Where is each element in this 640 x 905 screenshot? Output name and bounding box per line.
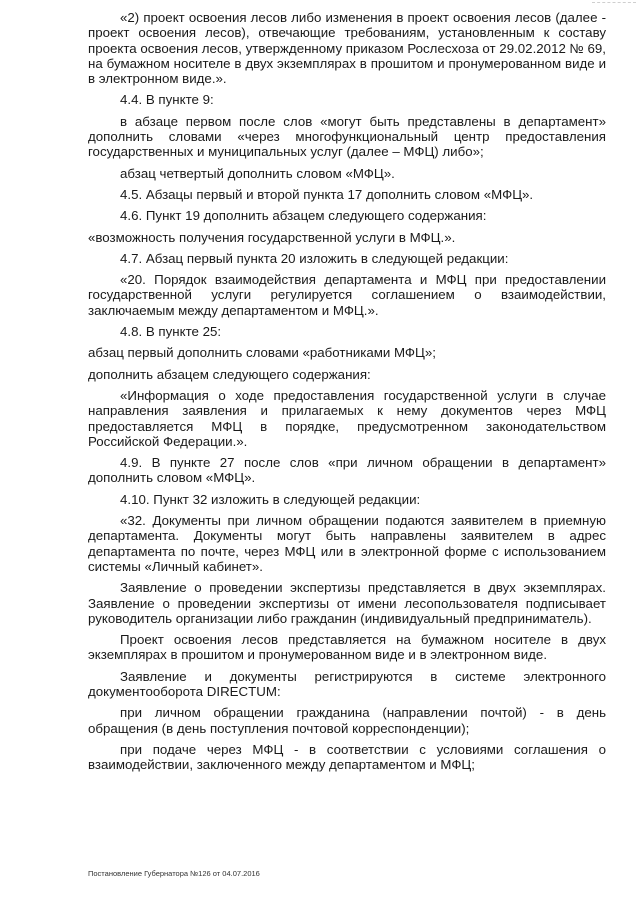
paragraph-4-9: 4.9. В пункте 27 после слов «при личном обращении в департамент» дополнить словом «МФЦ».: [88, 455, 606, 486]
paragraph-4-5: 4.5. Абзацы первый и второй пункта 17 дополнить словом «МФЦ».: [120, 186, 534, 202]
paragraph-4-8-text: «Информация о ходе предоставления государственной услуги в случае направления заявления и прилагаемых к нему документов через МФЦ предоставляется МФЦ в порядке, предусмотренном законодательством Российской Федерации.».: [88, 387, 606, 449]
paragraph-4-6: 4.6. Пункт 19 дополнить абзацем следующего содержания:: [120, 208, 487, 224]
paragraph-4-4: 4.4. В пункте 9:: [120, 92, 214, 108]
paragraph-4-4-text: в абзаце первом после слов «могут быть представлены в департамент» дополнить словами «через многофункциональный центр предоставления государственных и муниципальных услуг (далее – МФЦ) либо»;: [88, 113, 606, 160]
page-footer: Постановление Губернатора №126 от 04.07.2016: [88, 869, 260, 878]
scan-artifact: [592, 2, 636, 7]
paragraph-32-registration: Заявление и документы регистрируются в системе электронного документооборота DIRECTUM:: [88, 668, 606, 699]
paragraph-amendment-2: «2) проект освоения лесов либо изменения в проект освоения лесов (далее - проект освоения лесов), отвечающие требованиям, установленным к составу проекта освоения лесов, утвержденному приказом Рослесхоза от 29.02.2012 № 69, на бумажном носителе в двух экземплярах в прошитом и пронумерованном виде и в электронном виде.».: [88, 10, 606, 87]
paragraph-4-8-add: дополнить абзацем следующего содержания:: [88, 366, 371, 382]
paragraph-32-zayavlenie: Заявление о проведении экспертизы представляется в двух экземплярах. Заявление о проведении экспертизы от имени лесопользователя подписывает руководитель организации либо гражданин (индивидуальный предприниматель).: [88, 580, 606, 626]
paragraph-4-6-text: «возможность получения государственной услуги в МФЦ.».: [88, 229, 456, 245]
paragraph-32: «32. Документы при личном обращении подаются заявителем в приемную департамента. Документы могут быть направлены заявителем в адрес департамента по почте, через МФЦ или в электронной форме с использованием системы «Личный кабинет».: [88, 513, 606, 574]
paragraph-4-4-abzac: абзац четвертый дополнить словом «МФЦ».: [120, 165, 395, 181]
paragraph-4-7: 4.7. Абзац первый пункта 20 изложить в следующей редакции:: [120, 250, 509, 266]
paragraph-32-mfc: при подаче через МФЦ - в соответствии с условиями соглашения о взаимодействии, заключенного между департаментом и МФЦ;: [88, 741, 606, 773]
paragraph-4-8-abzac: абзац первый дополнить словами «работниками МФЦ»;: [88, 345, 436, 361]
document-body: [88, 10, 606, 778]
paragraph-4-10: 4.10. Пункт 32 изложить в следующей редакции:: [120, 491, 421, 507]
paragraph-4-7-text: «20. Порядок взаимодействия департамента и МФЦ при предоставлении государственной услуги регулируется соглашением о взаимодействии, заключаемым между департаментом и МФЦ.».: [88, 272, 606, 318]
paragraph-4-8: 4.8. В пункте 25:: [120, 324, 222, 340]
paragraph-32-personal: при личном обращении гражданина (направлении почтой) - в день обращения (в день поступления почтовой корреспонденции);: [88, 705, 606, 736]
paragraph-32-proekt: Проект освоения лесов представляется на бумажном носителе в двух экземплярах в прошитом и пронумерованном виде и в электронном виде.: [88, 632, 606, 663]
